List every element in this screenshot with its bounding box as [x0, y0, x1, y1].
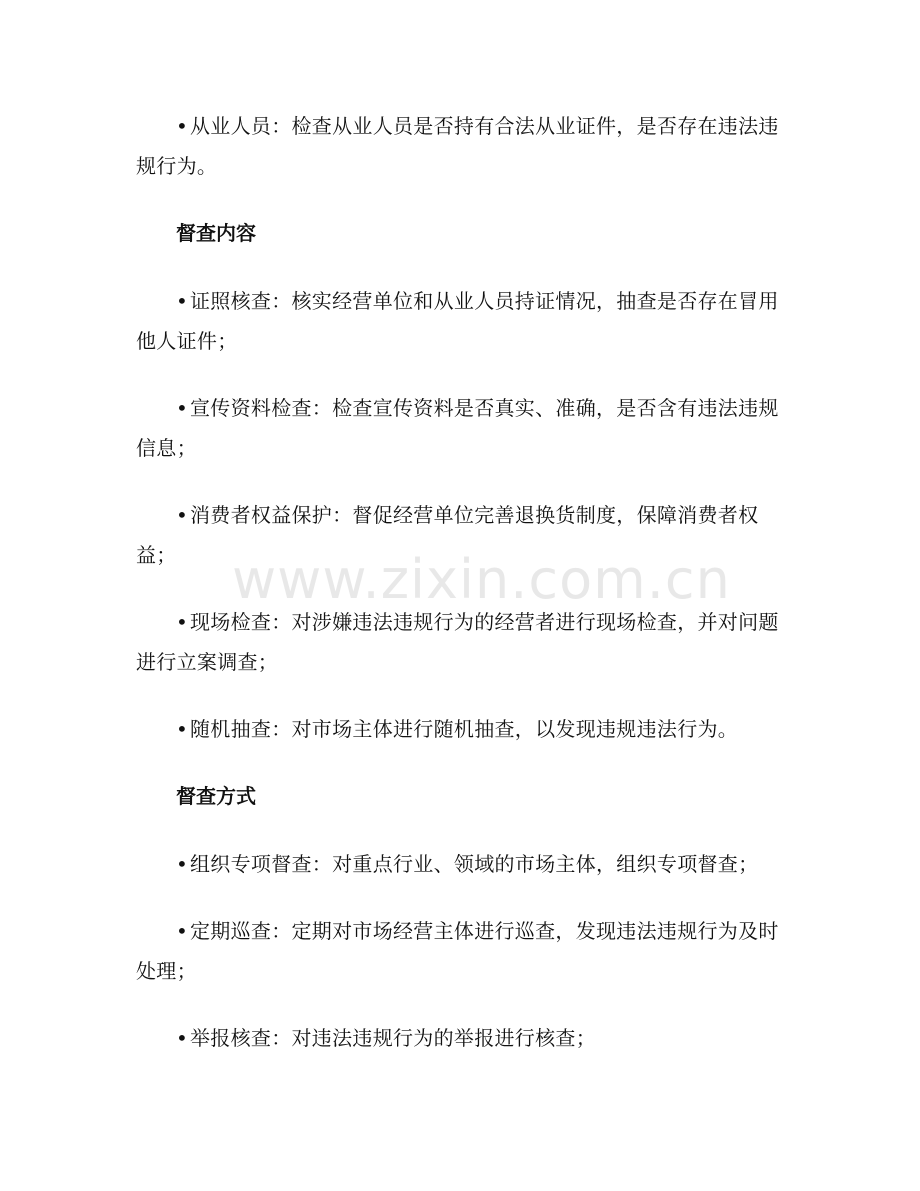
bullet-item-regular-patrol — [136, 911, 786, 991]
item-text: 组织专项督查：对重点行业、领域的市场主体，组织专项督查； — [190, 852, 759, 876]
bullet-icon: • — [176, 717, 189, 741]
bullet-icon: • — [176, 114, 189, 138]
bullet-item-onsite-inspection — [136, 602, 786, 682]
bullet-icon: • — [176, 503, 189, 527]
bullet-item-report-check — [136, 1018, 786, 1058]
section-heading-content: 督查内容 — [176, 221, 256, 245]
bullet-icon: • — [176, 852, 189, 876]
item-text: 证照核查：核实经营单位和从业人员持证情况，抽查是否存在冒用他人证件； — [136, 289, 779, 353]
bullet-icon: • — [176, 1026, 189, 1050]
item-text: 宣传资料检查：检查宣传资料是否真实、准确，是否含有违法违规信息； — [136, 396, 779, 460]
bullet-item-promo-check — [136, 388, 786, 468]
item-text: 消费者权益保护：督促经营单位完善退换货制度，保障消费者权益； — [136, 503, 759, 567]
bullet-item-practitioners — [136, 106, 786, 186]
bullet-icon: • — [176, 610, 189, 634]
bullet-item-random-check — [136, 709, 786, 749]
watermark: www.zixin.com.cn — [232, 548, 731, 611]
bullet-icon: • — [176, 919, 189, 943]
item-text: 定期巡查：定期对市场经营主体进行巡查，发现违法违规行为及时处理； — [136, 919, 779, 983]
bullet-item-license-check — [136, 281, 786, 361]
item-text: 举报核查：对违法违规行为的举报进行核查； — [190, 1026, 596, 1050]
bullet-icon: • — [176, 396, 189, 420]
bullet-item-consumer-rights — [136, 495, 786, 575]
document-body — [136, 106, 786, 1085]
section-heading-method: 督查方式 — [176, 784, 256, 808]
item-text: 现场检查：对涉嫌违法违规行为的经营者进行现场检查，并对问题进行立案调查； — [136, 610, 779, 674]
item-text: 随机抽查：对市场主体进行随机抽查，以发现违规违法行为。 — [190, 717, 739, 741]
item-text: 从业人员：检查从业人员是否持有合法从业证件，是否存在违法违规行为。 — [136, 114, 779, 178]
bullet-icon: • — [176, 289, 189, 313]
bullet-item-special-inspection — [136, 844, 786, 884]
